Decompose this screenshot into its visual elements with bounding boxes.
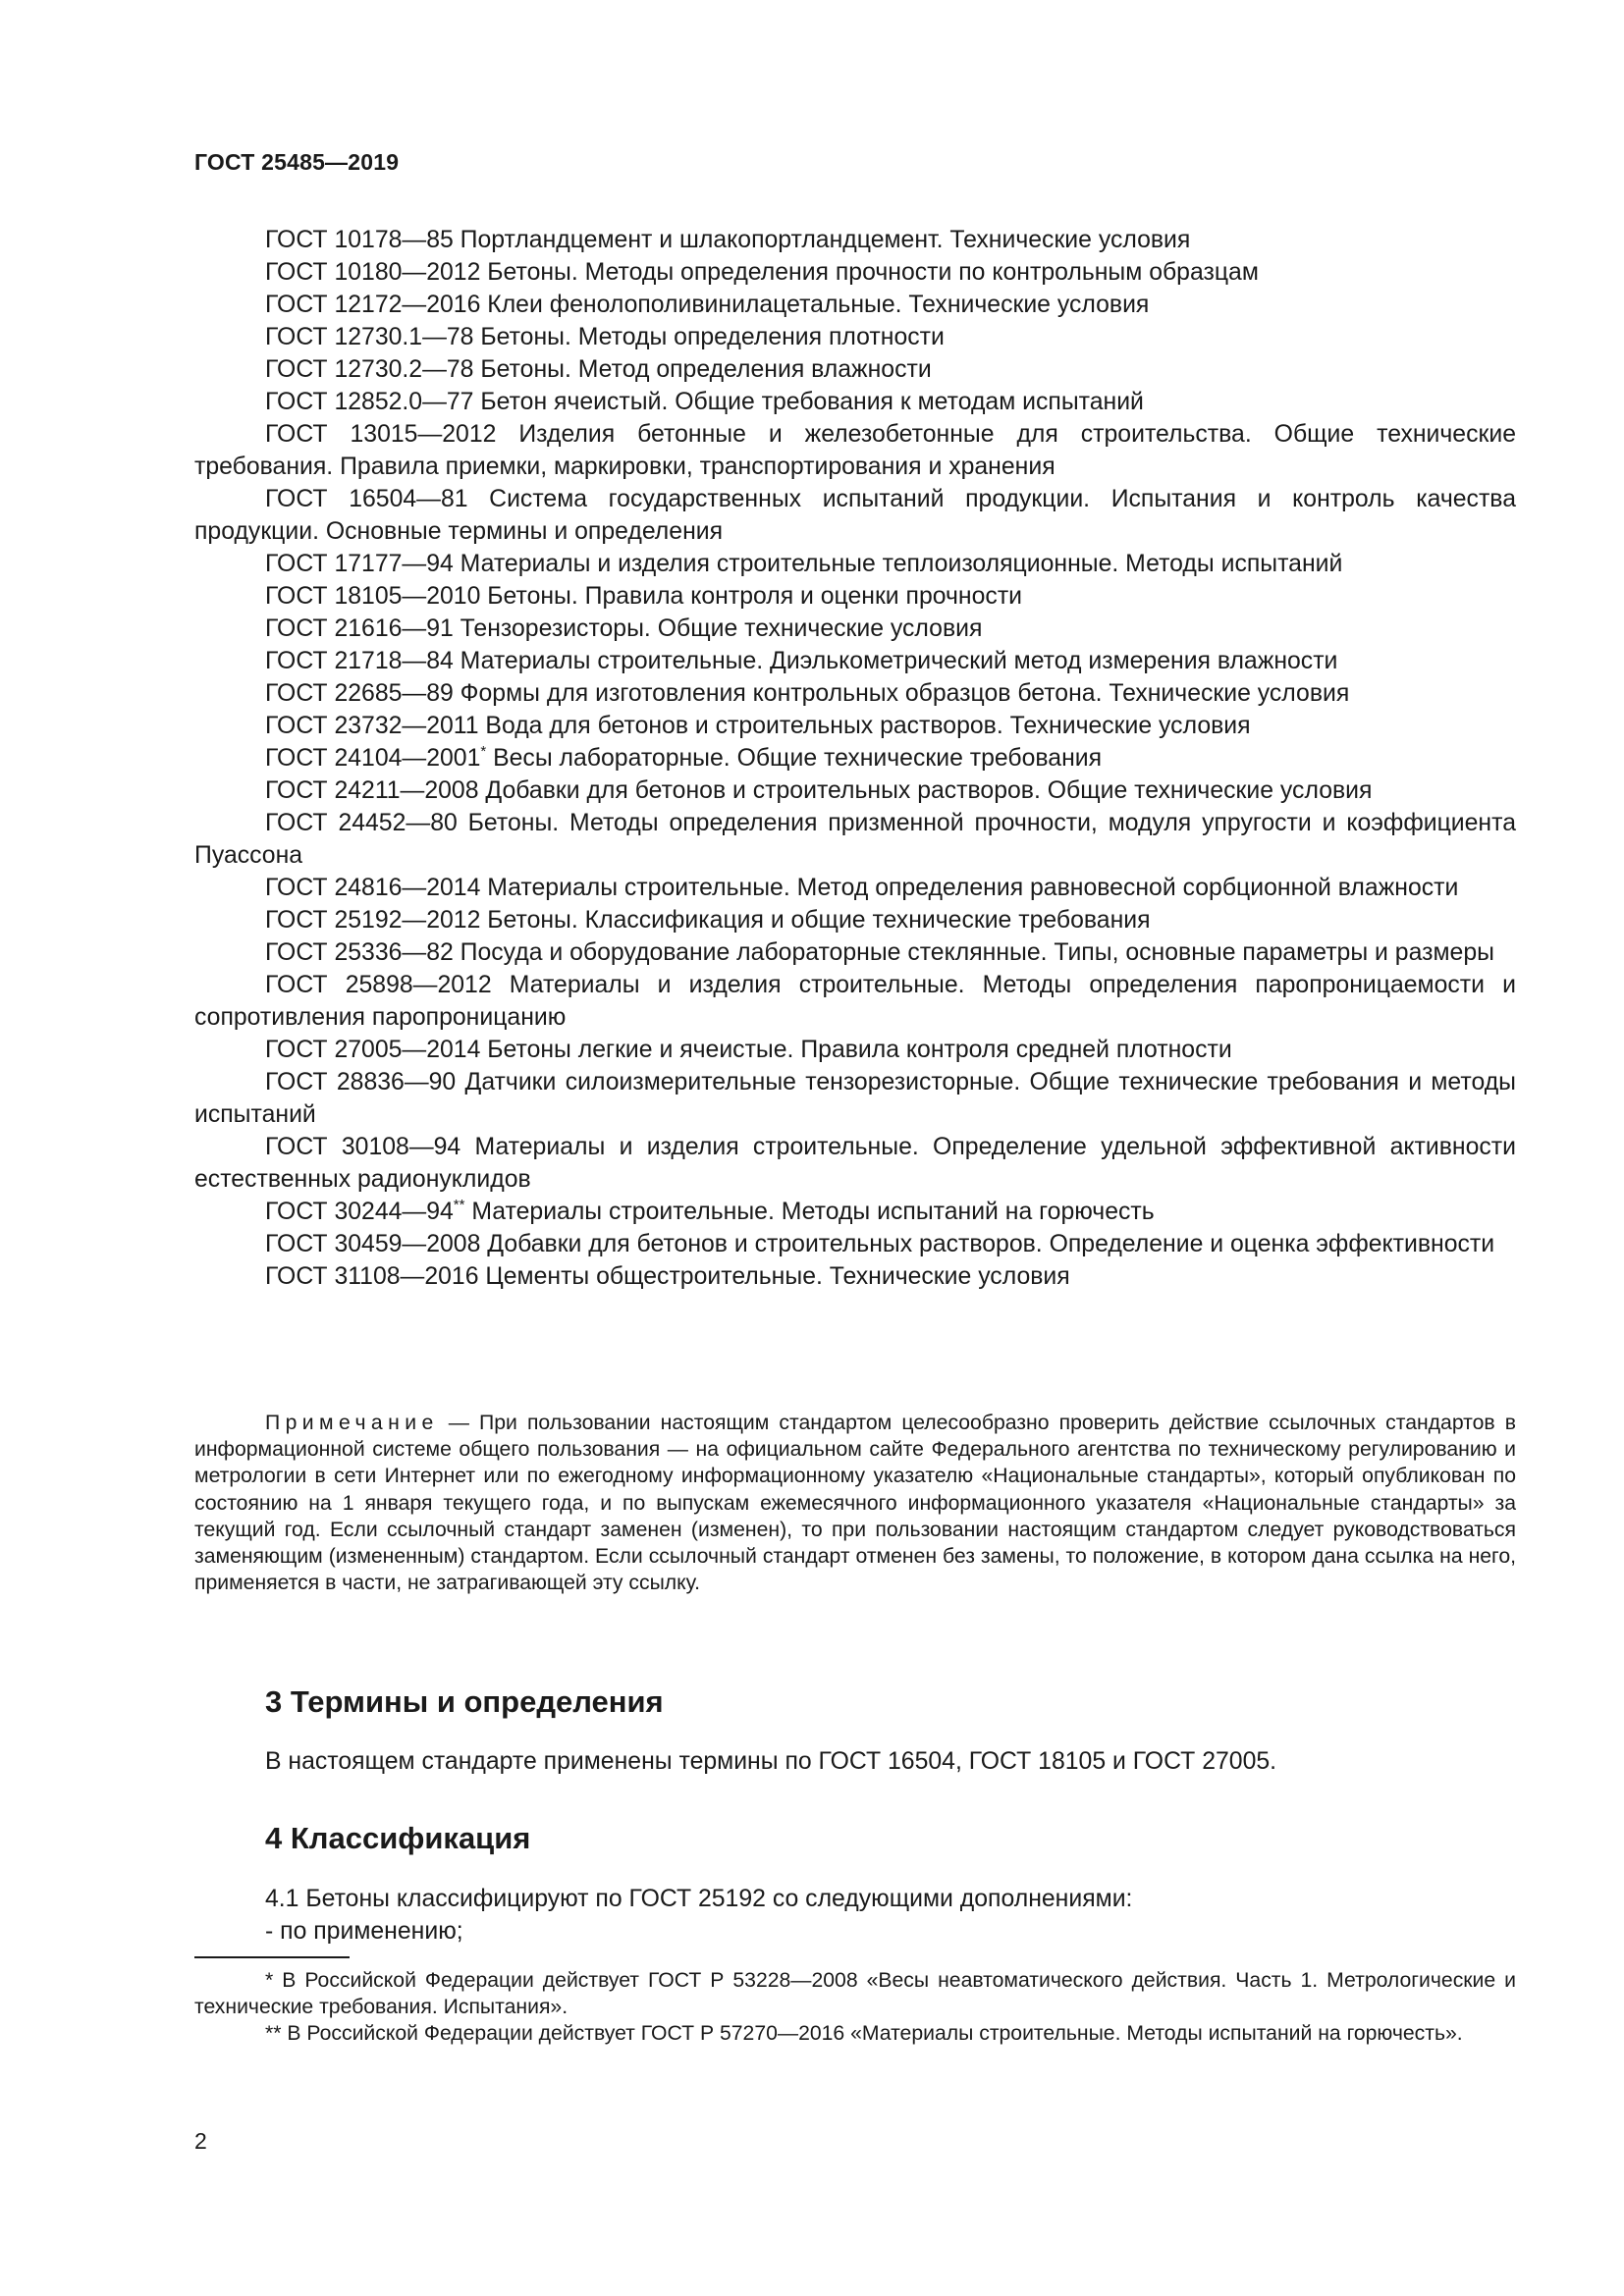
reference-item: ГОСТ 28836—90 Датчики силоизмерительные тензорезисторные. Общие технические требования и методы испытаний: [194, 1069, 1516, 1128]
reference-item: [194, 742, 1516, 774]
footnote-item: ** В Российской Федерации действует ГОСТ Р 57270—2016 «Материалы строительные. Методы испытаний на горючесть».: [265, 2022, 1463, 2045]
reference-code: ГОСТ 30244—94: [265, 1199, 454, 1225]
reference-item: ГОСТ 25336—82 Посуда и оборудование лабораторные стеклянные. Типы, основные параметры и размеры: [265, 939, 1494, 966]
document-header: ГОСТ 25485—2019: [194, 149, 400, 175]
note-paragraph: [194, 1410, 1516, 1596]
reference-item: ГОСТ 10178—85 Портландцемент и шлакопортландцемент. Технические условия: [265, 227, 1191, 253]
note-label: Примечание: [265, 1412, 439, 1434]
section-4-list-item: - по применению;: [265, 1918, 463, 1945]
reference-code: ГОСТ 24104—2001: [265, 745, 481, 772]
footnote-marker[interactable]: *: [480, 743, 487, 760]
reference-item: ГОСТ 25898—2012 Материалы и изделия строительные. Методы определения паропроницаемости и сопротивления паропроницанию: [194, 972, 1516, 1031]
reference-item: ГОСТ 24816—2014 Материалы строительные. Метод определения равновесной сорбционной влажности: [265, 875, 1459, 901]
reference-item: ГОСТ 12852.0—77 Бетон ячеистый. Общие требования к методам испытаний: [265, 389, 1144, 415]
reference-item: [194, 1196, 1516, 1228]
footnote-marker[interactable]: **: [453, 1197, 465, 1213]
reference-item: ГОСТ 12730.2—78 Бетоны. Метод определения влажности: [265, 356, 932, 383]
reference-item: ГОСТ 31108—2016 Цементы общестроительные. Технические условия: [265, 1263, 1070, 1290]
reference-item: ГОСТ 25192—2012 Бетоны. Классификация и общие технические требования: [265, 907, 1151, 934]
section-4-heading: 4 Классификация: [265, 1821, 531, 1855]
reference-item: ГОСТ 12730.1—78 Бетоны. Методы определения плотности: [265, 324, 945, 350]
reference-item: ГОСТ 21718—84 Материалы строительные. Диэлькометрический метод измерения влажности: [265, 648, 1338, 674]
reference-item: ГОСТ 30459—2008 Добавки для бетонов и строительных растворов. Определение и оценка эффективности: [265, 1231, 1495, 1257]
reference-item: ГОСТ 27005—2014 Бетоны легкие и ячеистые. Правила контроля средней плотности: [265, 1037, 1232, 1063]
normative-references-list: [194, 224, 1516, 1293]
reference-item: ГОСТ 18105—2010 Бетоны. Правила контроля и оценки прочности: [265, 583, 1023, 610]
page-number: 2: [194, 2128, 207, 2154]
reference-item: ГОСТ 30108—94 Материалы и изделия строительные. Определение удельной эффективной активности естественных радионуклидов: [194, 1134, 1516, 1193]
reference-item: ГОСТ 17177—94 Материалы и изделия строительные теплоизоляционные. Методы испытаний: [265, 551, 1343, 577]
reference-title: Материалы строительные. Методы испытаний на горючесть: [464, 1199, 1155, 1225]
section-3-text: В настоящем стандарте применены термины по ГОСТ 16504, ГОСТ 18105 и ГОСТ 27005.: [265, 1748, 1277, 1775]
section-3-heading: 3 Термины и определения: [265, 1684, 664, 1719]
footnote-divider: [194, 1956, 350, 1958]
reference-item: ГОСТ 12172—2016 Клеи фенолополивинилацетальные. Технические условия: [265, 292, 1150, 318]
note-text: — При пользовании настоящим стандартом целесообразно проверить действие ссылочных стандартов в информационной системе общего пользования — на официальном сайте Федерального агентства по техническому регулированию и метрологии в сети Интернет или по ежегодному информационному указателю «Национальные стандарты», который опубликован по состоянию на 1 января текущего года, и по выпускам ежемесячного информационного указателя «Национальные стандарты» за текущий год. Если ссылочный стандарт заменен (изменен), то при пользовании настоящим стандартом следует руководствоваться заменяющим (измененным) стандартом. Если ссылочный стандарт отменен без замены, то положение, в котором дана ссылка на него, применяется в части, не затрагивающей эту ссылку.: [194, 1412, 1516, 1595]
reference-item: ГОСТ 24211—2008 Добавки для бетонов и строительных растворов. Общие технические условия: [265, 777, 1373, 804]
reference-item: ГОСТ 24452—80 Бетоны. Методы определения призменной прочности, модуля упругости и коэффициента Пуассона: [194, 810, 1516, 869]
reference-item: ГОСТ 23732—2011 Вода для бетонов и строительных растворов. Технические условия: [265, 713, 1251, 739]
footnote-item: * В Российской Федерации действует ГОСТ Р 53228—2008 «Весы неавтоматического действия. Часть 1. Метрологические и технические требования. Испытания».: [194, 1969, 1516, 2018]
reference-item: ГОСТ 21616—91 Тензорезисторы. Общие технические условия: [265, 615, 983, 642]
reference-item: ГОСТ 16504—81 Система государственных испытаний продукции. Испытания и контроль качества продукции. Основные термины и определения: [194, 486, 1516, 545]
reference-item: ГОСТ 10180—2012 Бетоны. Методы определения прочности по контрольным образцам: [265, 259, 1259, 286]
reference-title: Весы лабораторные. Общие технические требования: [486, 745, 1103, 772]
reference-item: ГОСТ 13015—2012 Изделия бетонные и железобетонные для строительства. Общие технические требования. Правила приемки, маркировки, транспортирования и хранения: [194, 421, 1516, 480]
section-4-1-text: 4.1 Бетоны классифицируют по ГОСТ 25192 со следующими дополнениями:: [265, 1886, 1133, 1912]
footnotes: [194, 1967, 1516, 2047]
reference-item: ГОСТ 22685—89 Формы для изготовления контрольных образцов бетона. Технические условия: [265, 680, 1350, 707]
